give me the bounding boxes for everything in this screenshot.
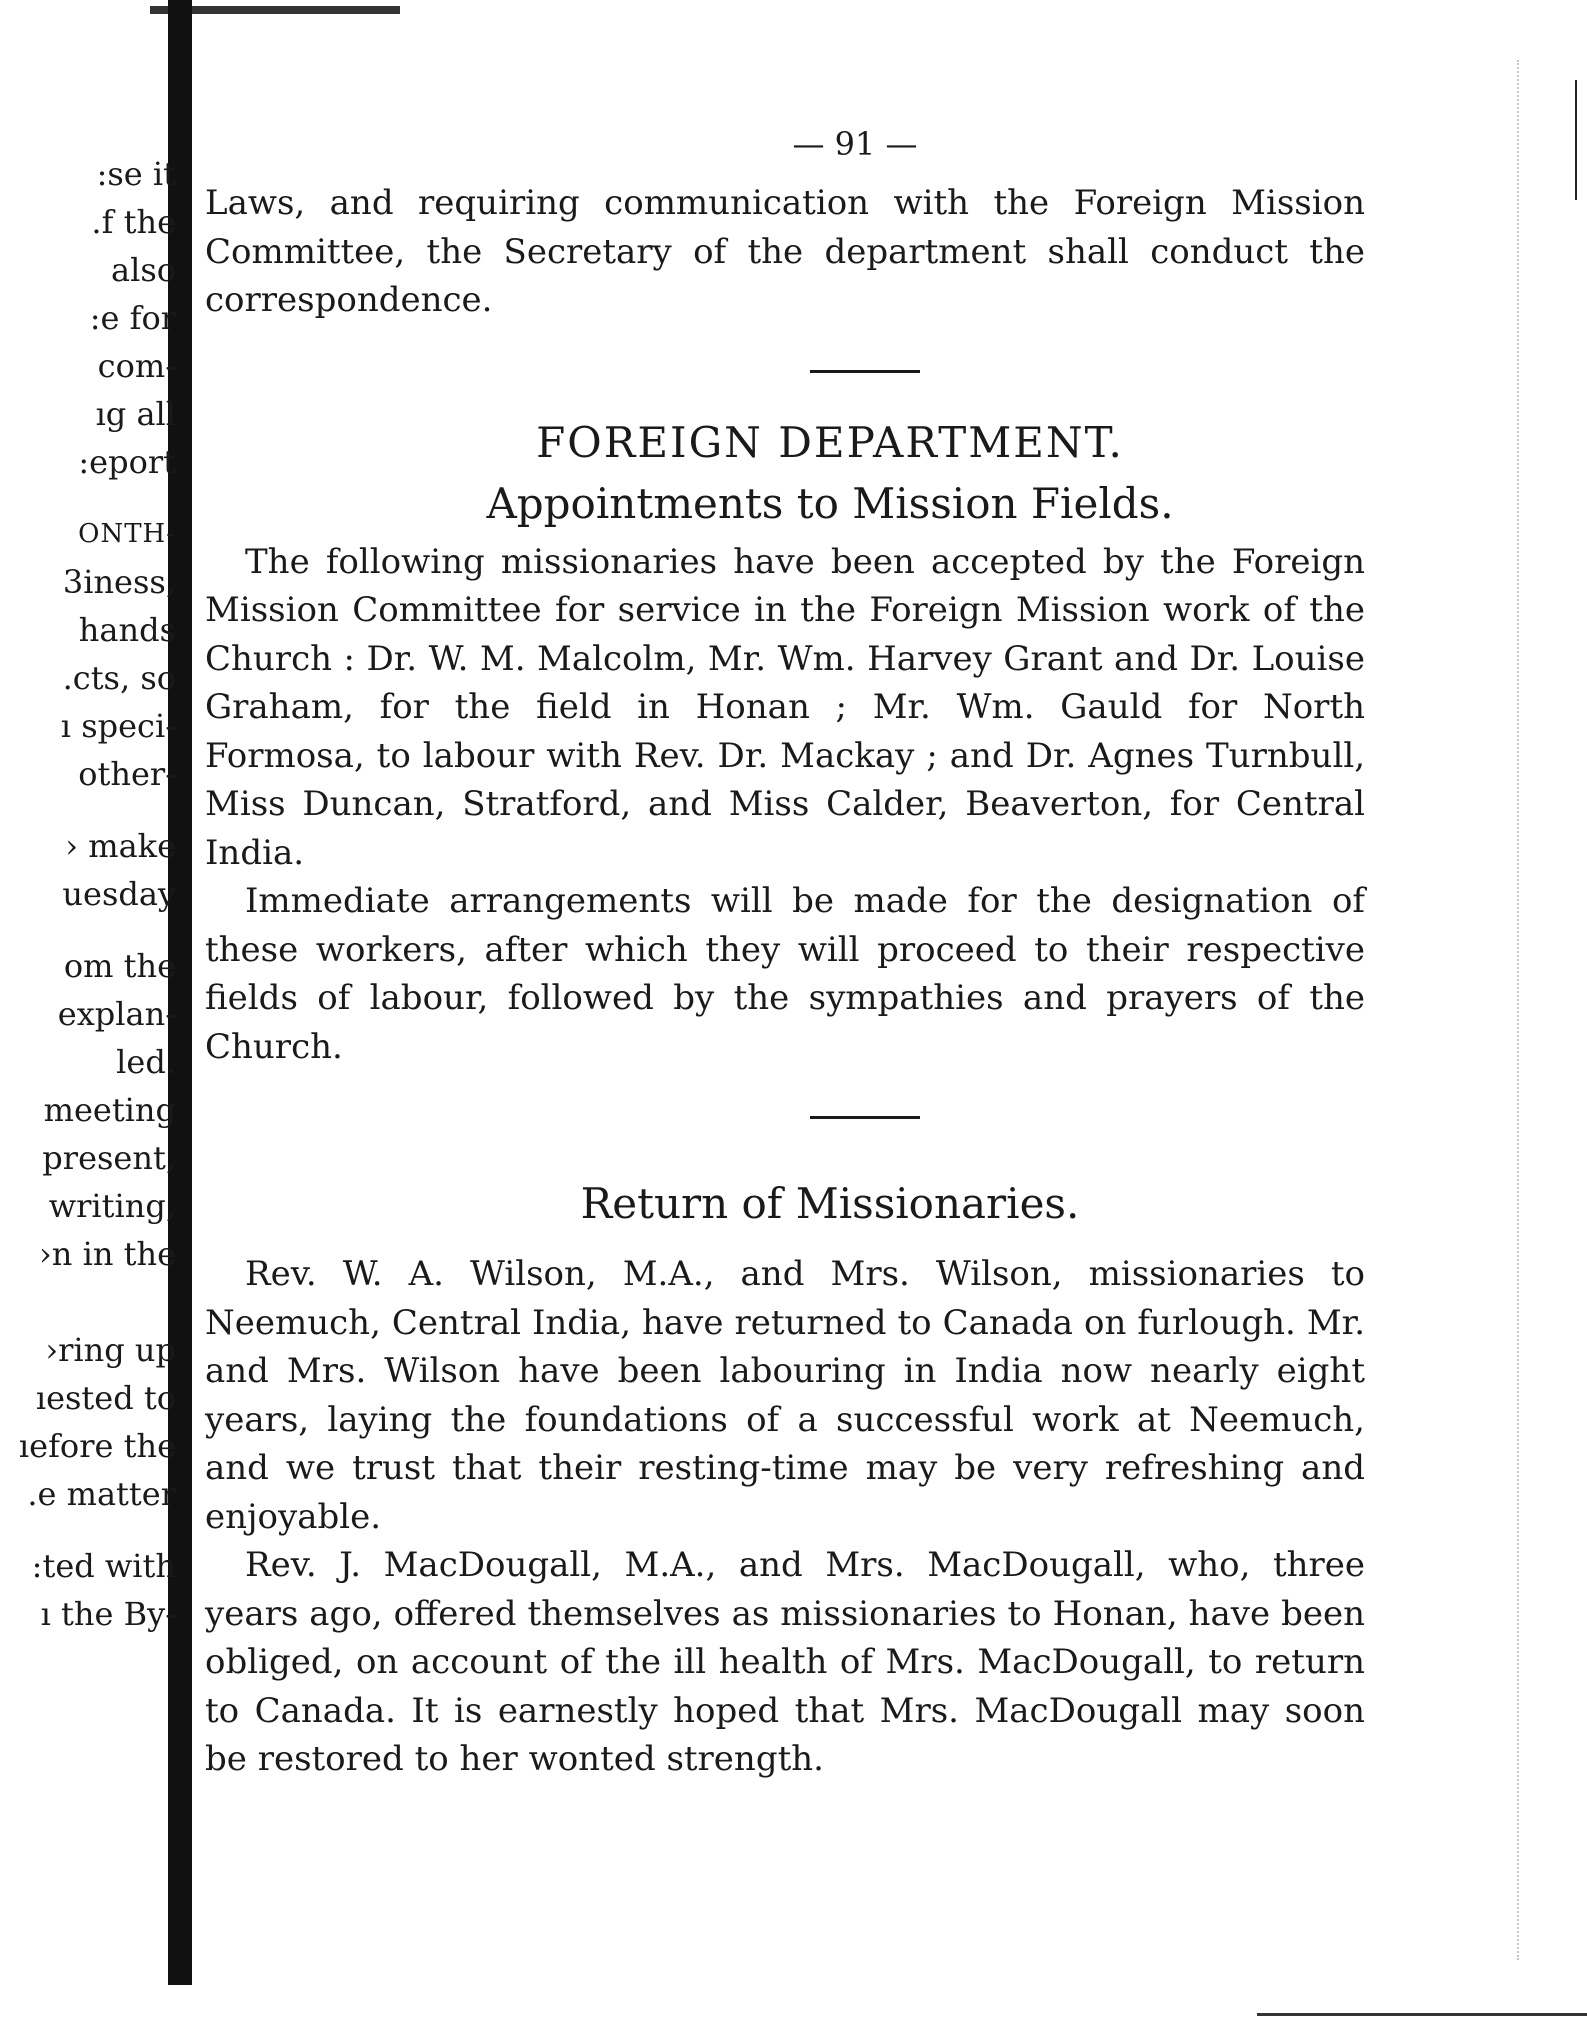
- continued-paragraph: Laws, and requiring communication with the Foreign Mission Committee, the Secretary of the department shall conduct the correspondence.: [205, 183, 1365, 320]
- subsection-heading: Appointments to Mission Fields.: [486, 478, 1174, 528]
- body-paragraph: Rev. J. MacDougall, M.A., and Mrs. MacDougall, who, three years ago, offered themselves as missionaries to Honan, have been obliged, on account of the ill health of Mrs. MacDougall, to return to Canada. It is earnestly hoped that Mrs. MacDougall may soon be restored to her wonted strength.: [205, 1545, 1365, 1779]
- fragment-line: hands: [78, 611, 176, 649]
- body-paragraph: Rev. W. A. Wilson, M.A., and Mrs. Wilson, missionaries to Neemuch, Central India, have returned to Canada on furlough. Mr. and Mrs. Wilson have been labouring in India now nearly eight years, laying the foundations of a successful work at Neemuch, and we trust that their resting-time may be very refreshing and enjoyable.: [205, 1254, 1365, 1537]
- fragment-line: ›n in the: [39, 1235, 176, 1273]
- section-heading: FOREIGN DEPARTMENT.: [536, 417, 1124, 467]
- body-paragraph: Immediate arrangements will be made for the designation of these workers, after which they will proceed to their respective fields of labour, followed by the sympathies and prayers of the Church.: [205, 881, 1365, 1067]
- fragment-line: › make: [65, 827, 176, 865]
- fragment-line: .cts, so: [62, 659, 176, 697]
- fragment-line: writing,: [48, 1187, 176, 1225]
- fragment-line: ıested to: [35, 1379, 176, 1417]
- bottom-edge-rule: [1257, 2013, 1587, 2016]
- fragment-line: :e for: [89, 299, 176, 337]
- fragment-line: present,: [42, 1139, 176, 1177]
- fragment-line: .f the: [91, 203, 176, 241]
- section-divider: [810, 1116, 920, 1119]
- right-edge-mark: [1575, 80, 1577, 200]
- fragment-line: :ted with: [31, 1547, 176, 1585]
- fragment-line: explan-: [57, 995, 176, 1033]
- fragment-line: led.: [116, 1043, 176, 1081]
- fragment-line: ›ring up: [45, 1331, 176, 1369]
- fragment-line: 3iness,: [62, 563, 176, 601]
- fragment-line: other-: [78, 755, 176, 793]
- fragment-line: :eport: [78, 443, 176, 481]
- fragment-line: uesday: [62, 875, 176, 913]
- fragment-line: :se it: [96, 155, 176, 193]
- page-number: — 91 —: [792, 125, 918, 163]
- fragment-line: ı the By-: [40, 1595, 176, 1633]
- section-divider: [810, 370, 920, 373]
- right-edge-specks: [1517, 60, 1579, 1960]
- page-column: [205, 125, 1365, 1784]
- fragment-line: ONTH-: [78, 519, 176, 549]
- fragment-line: meeting: [43, 1091, 176, 1129]
- fragment-line: .e matter: [27, 1475, 176, 1513]
- fragment-line: om the: [63, 947, 176, 985]
- fragment-line: ıg all: [95, 395, 176, 433]
- body-paragraph: The following missionaries have been accepted by the Foreign Mission Committee for service in the Foreign Mission work of the Church : Dr. W. M. Malcolm, Mr. Wm. Harvey Grant and Dr. Louise Graham, for the field in Honan ; Mr. Wm. Gauld for North Formosa, to labour with Rev. Dr. Mackay ; and Dr. Agnes Turnbull, Miss Duncan, Stratford, and Miss Calder, Beaverton, for Central India.: [205, 541, 1365, 873]
- fragment-line: ı speci-: [60, 707, 176, 745]
- subsection-heading: Return of Missionaries.: [580, 1179, 1080, 1228]
- fragment-line: com-: [97, 347, 176, 385]
- fragment-line: also: [111, 251, 176, 289]
- fragment-line: ıefore the: [18, 1427, 176, 1465]
- facing-page-fragments: [0, 150, 176, 1638]
